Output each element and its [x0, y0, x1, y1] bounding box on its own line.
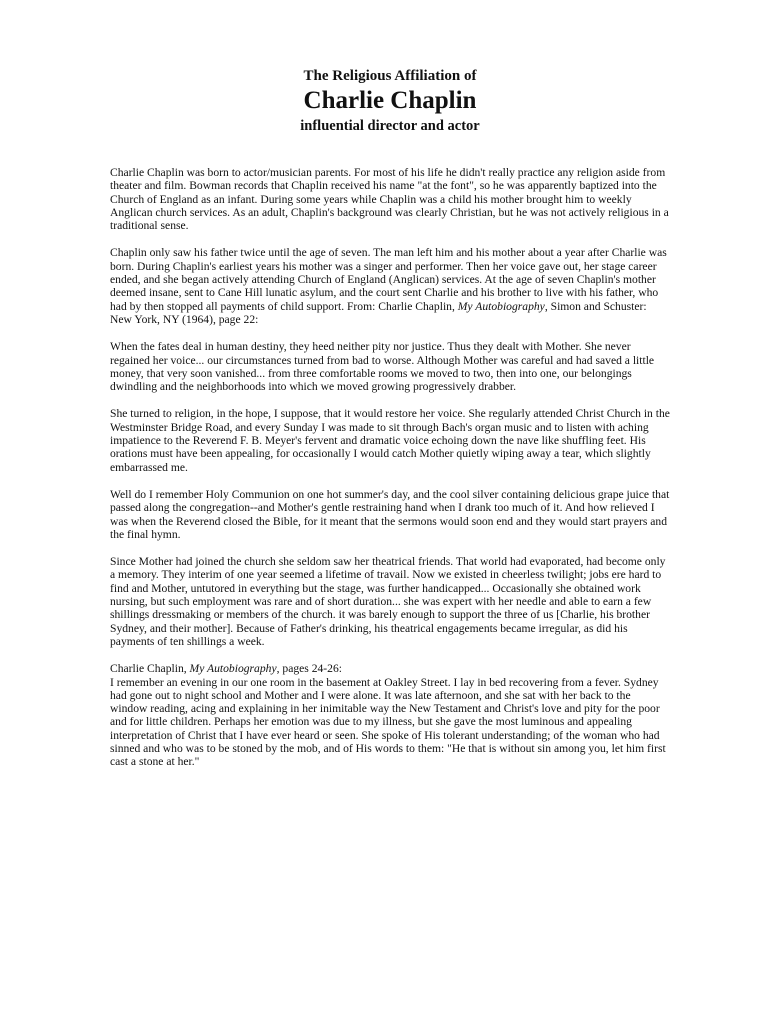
- title-block: [110, 66, 670, 136]
- pre-title: The Religious Affiliation of: [303, 68, 477, 84]
- page-subtitle: influential director and actor: [300, 118, 480, 134]
- page-title: Charlie Chaplin: [303, 87, 477, 114]
- paragraph-2-citation: , Simon and Schuster: New York, NY (1964), page 22:: [110, 299, 647, 326]
- citation-pages: , pages 24-26:: [276, 662, 342, 676]
- paragraph-7-quote: I remember an evening in our one room in the basement at Oakley Street. I lay in bed recovering from a fever. Sydney had gone out to night school and Mother and I were alone. It was late afternoon, and she sat with her back to the window reading, acing and explaining in her inimitable way the New Testament and Christ's love and pity for the poor and for little children. Perhaps her emotion was due to my illness, but she gave the most luminous and appealing interpretation of Christ that I have ever heard or seen. She spoke of His tolerant understanding; of the woman who had sinned and who was to be stoned by the mob, and of His words to them: "He that is without sin among you, let him first cast a stone at her.": [110, 675, 666, 769]
- paragraph-3-quote: When the fates deal in human destiny, they heed neither pity nor justice. Thus they dealt with Mother. She never regained her voice... our circumstances turned from bad to worse. Although Mother was careful and had saved a little money, that very soon vanished... from three comfortable rooms we moved to two, then into one, our belongings dwindling and the neighborhoods into which we moved growing progressively drabber.: [110, 340, 655, 394]
- paragraph-6-quote: Since Mother had joined the church she seldom saw her theatrical friends. That world had evaporated, had become only a memory. They interim of one year seemed a lifetime of travail. Now we existed in cheerless twilight; jobs ere hard to find and Mother, untutored in everything but the stage, was further handicapped... Occasionally she obtained work nursing, but such employment was rare and of short duration... she was expert with her needle and able to earn a few shillings dressmaking or members of the church. it was barely enough to support the three of us [Charlie, his brother Sydney, and their mother]. Because of Father's drinking, his theatrical engagements became irregular, as did his payments of ten shillings a week.: [110, 555, 666, 648]
- paragraph-5-quote: Well do I remember Holy Communion on one hot summer's day, and the cool silver containing delicious grape juice that passed along the congregation--and Mother's gentle restraining hand when I drank too much of it. And how relieved I was when the Reverend closed the Bible, for it meant that the sermons would soon end and they would start prayers and the final hymn.: [110, 487, 670, 541]
- paragraph-2-text: Chaplin only saw his father twice until the age of seven. The man left him and his mother about a year after Charlie was born. During Chaplin's earliest years his mother was a singer and performer. Then her voice gave out, her stage career ended, and she began actively attending Church of England (Anglican) services. At the age of seven Chaplin's mother deemed insane, sent to Cane Hill lunatic asylum, and the court sent Charlie and his brother to live with his father, who had by then stopped all payments of child support. From: Charlie Chaplin,: [110, 246, 667, 313]
- paragraph-7: [110, 662, 670, 768]
- book-title: My Autobiography: [189, 662, 277, 676]
- book-title: My Autobiography: [457, 299, 545, 313]
- paragraph-2: [110, 246, 670, 326]
- paragraph-1: Charlie Chaplin was born to actor/musician parents. For most of his life he didn't really practice any religion aside from theater and film. Bowman records that Chaplin received his name "at the font", so he was apparently baptized into the Church of England as an infant. During some years while Chaplin was a child his mother brought him to weekly Anglican church services. As an adult, Chaplin's background was clearly Christian, but he was not actively religious in a traditional sense.: [110, 166, 669, 233]
- citation-author: Charlie Chaplin,: [110, 662, 190, 676]
- document-page: [110, 66, 670, 783]
- paragraph-4-quote: She turned to religion, in the hope, I suppose, that it would restore her voice. She regularly attended Christ Church in the Westminster Bridge Road, and every Sunday I was made to sit through Bach's organ music and to listen with aching impatience to the Reverend F. B. Meyer's fervent and dramatic voice echoing down the nave like shuffling feet. His orations must have been appealing, for occasionally I would catch Mother quietly wiping away a tear, which slightly embarrassed me.: [110, 407, 670, 474]
